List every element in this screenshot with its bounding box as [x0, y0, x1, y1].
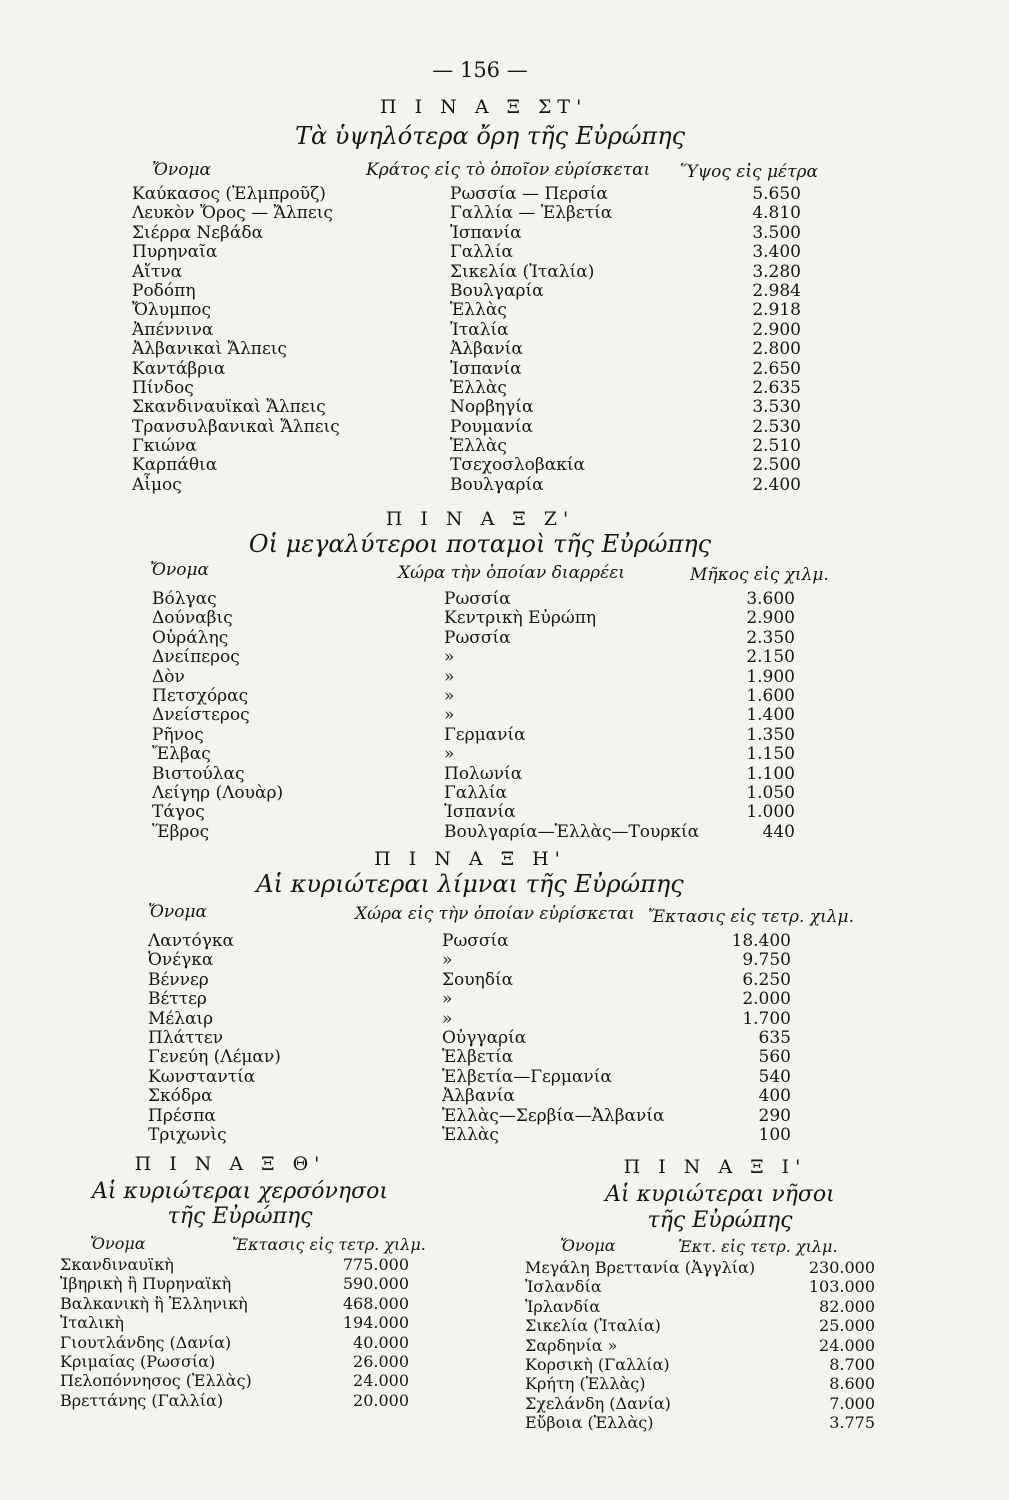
cell-country: Γαλλία — Ἐλβετία — [450, 203, 613, 224]
cell-lake: Λαντόγκα — [148, 931, 234, 951]
table-i-rows — [0, 1258, 1009, 1433]
cell-area: 400 — [758, 1086, 791, 1107]
cell-river: Δὸν — [152, 666, 185, 687]
cell-river: Οὐράλης — [152, 627, 229, 648]
cell-lake: Σκόδρα — [148, 1086, 213, 1107]
cell-country: Ἑλλὰς — [442, 1124, 499, 1145]
cell-mountain: Τρανσυλβανικαὶ Ἄλπεις — [132, 416, 340, 437]
cell-area: 24.000 — [819, 1335, 875, 1355]
table-row — [0, 745, 1009, 764]
cell-length: 1.050 — [746, 782, 795, 803]
table-row — [0, 1258, 1009, 1277]
table-st-title: Τὰ ὑψηλότερα ὄρη τῆς Εὐρώπης — [294, 122, 686, 150]
cell-area: 100 — [758, 1124, 791, 1145]
cell-area: 8.600 — [829, 1374, 875, 1394]
table-th-title-line1: Αἱ κυριώτεραι χερσόνησοι — [92, 1179, 388, 1204]
table-row — [0, 224, 1009, 243]
table-row — [0, 803, 1009, 822]
table-row — [0, 1355, 1009, 1374]
cell-country: » — [444, 647, 455, 668]
cell-mountain: Καντάβρια — [132, 358, 226, 379]
cell-country: Ρουμανία — [450, 416, 534, 437]
table-row — [0, 687, 1009, 706]
table-th-title-line2: τῆς Εὐρώπης — [167, 1204, 313, 1229]
cell-area: 2.000 — [742, 989, 791, 1010]
table-row — [0, 1297, 1009, 1316]
cell-mountain: Λευκὸν Ὄρος — Ἄλπεις — [132, 203, 333, 224]
cell-river: Βιστούλας — [152, 763, 245, 784]
cell-country: Γαλλία — [450, 242, 513, 263]
cell-island: Σαρδηνία » — [525, 1335, 618, 1355]
table-row — [0, 1126, 1009, 1145]
cell-country: » — [444, 705, 455, 726]
cell-area: 40.000 — [353, 1332, 409, 1352]
cell-island: Μεγάλη Βρεττανία (Ἀγγλία) — [525, 1258, 756, 1277]
cell-height: 3.530 — [752, 397, 801, 418]
cell-lake: Βέννερ — [148, 969, 209, 990]
cell-peninsula: Γιουτλάνδης (Δανία) — [60, 1332, 232, 1352]
cell-island: Σικελία (Ἰταλία) — [525, 1316, 661, 1336]
table-h-label: Π Ι Ν Α Ξ Η' — [374, 848, 566, 870]
table-row — [0, 823, 1009, 842]
cell-length: 2.900 — [746, 608, 795, 629]
cell-mountain: Σκανδιναυϊκαὶ Ἄλπεις — [132, 397, 326, 418]
cell-peninsula: Βρεττάνης (Γαλλία) — [60, 1390, 224, 1410]
cell-country: » — [444, 744, 455, 765]
table-z-label: Π Ι Ν Α Ξ Ζ' — [385, 508, 575, 530]
table-row — [0, 648, 1009, 667]
cell-country: Ἑλλὰς — [450, 436, 507, 457]
cell-height: 3.400 — [752, 242, 801, 263]
table-row — [0, 301, 1009, 320]
cell-area: 468.000 — [342, 1293, 409, 1313]
cell-country: Πολωνία — [444, 763, 523, 784]
table-row — [0, 609, 1009, 628]
cell-country: Τσεχοσλοβακία — [450, 455, 585, 476]
cell-mountain: Ἀλβανικαὶ Ἄλπεις — [132, 339, 287, 360]
table-row — [0, 765, 1009, 784]
cell-area: 8.700 — [829, 1354, 875, 1374]
cell-height: 2.984 — [752, 280, 801, 301]
cell-mountain: Αἴτνα — [132, 261, 183, 282]
cell-height: 2.650 — [752, 358, 801, 379]
cell-island: Εὔβοια (Ἑλλὰς) — [525, 1413, 654, 1433]
cell-lake: Κωνσταντία — [148, 1066, 256, 1087]
cell-river: Ἕβρος — [152, 821, 210, 842]
cell-area: 6.250 — [742, 969, 791, 990]
cell-height: 4.810 — [752, 203, 801, 224]
cell-river: Δνείστερος — [152, 705, 250, 726]
table-row — [0, 321, 1009, 340]
table-th-label: Π Ι Ν Α Ξ Θ' — [134, 1153, 326, 1175]
table-row — [0, 1048, 1009, 1067]
cell-peninsula: Ἰταλικὴ — [60, 1313, 124, 1333]
cell-area: 194.000 — [342, 1313, 409, 1333]
cell-island: Σχελάνδη (Δανία) — [525, 1393, 671, 1413]
table-st-header-name: Ὄνομα — [152, 160, 212, 180]
cell-mountain: Καύκασος (Ἐλμπροῦζ) — [132, 184, 326, 204]
table-row — [0, 282, 1009, 301]
table-row — [0, 1107, 1009, 1126]
table-z-header-length: Μῆκος εἰς χιλμ. — [690, 565, 829, 585]
table-h-rows — [0, 932, 1009, 1145]
table-i-title-line2: τῆς Εὐρώπης — [647, 1208, 793, 1233]
cell-height: 2.635 — [752, 377, 801, 398]
table-row — [0, 971, 1009, 990]
cell-mountain: Πίνδος — [132, 377, 194, 398]
cell-country: Ρωσσία — [444, 627, 511, 648]
cell-mountain: Σιέρρα Νεβάδα — [132, 222, 264, 243]
cell-mountain: Γκιώνα — [132, 436, 197, 457]
cell-country: Ἰσπανία — [444, 802, 516, 823]
cell-mountain: Αἶμος — [132, 474, 182, 495]
cell-height: 2.510 — [752, 436, 801, 457]
cell-lake: Γενεύη (Λέμαν) — [148, 1047, 281, 1068]
table-h-header-name: Ὄνομα — [148, 902, 208, 922]
cell-country: Βουλγαρία — [450, 474, 544, 495]
cell-length: 1.600 — [746, 685, 795, 706]
cell-country: Ρωσσία — [442, 931, 509, 951]
cell-area: 24.000 — [353, 1371, 409, 1391]
table-th-header-name: Ὄνομα — [90, 1234, 146, 1253]
cell-height: 2.500 — [752, 455, 801, 476]
cell-island: Ἰσλανδία — [525, 1277, 602, 1297]
cell-length: 1.000 — [746, 802, 795, 823]
cell-country: Βουλγαρία—Ἑλλὰς—Τουρκία — [444, 821, 700, 842]
cell-peninsula: Κριμαίας (Ρωσσία) — [60, 1351, 216, 1371]
cell-lake: Μέλαιρ — [148, 1008, 214, 1029]
cell-length: 1.400 — [746, 705, 795, 726]
table-row — [0, 1087, 1009, 1106]
cell-mountain: Ροδόπη — [132, 280, 196, 301]
table-z-header-country: Χώρα τὴν ὁποίαν διαρρέει — [398, 563, 625, 583]
cell-height: 2.900 — [752, 319, 801, 340]
cell-country: » — [444, 666, 455, 687]
cell-country: Ἀλβανία — [442, 1086, 515, 1107]
cell-length: 2.350 — [746, 627, 795, 648]
table-h-header-country: Χώρα εἰς τὴν ὁποίαν εὑρίσκεται — [355, 904, 635, 924]
cell-mountain: Καρπάθια — [132, 455, 218, 476]
cell-area: 25.000 — [819, 1316, 875, 1336]
table-row — [0, 932, 1009, 951]
table-z-rows — [0, 590, 1009, 842]
cell-height: 3.500 — [752, 222, 801, 243]
cell-country: Ἰταλία — [450, 319, 509, 340]
cell-island: Κορσικὴ (Γαλλία) — [525, 1354, 670, 1374]
table-row — [0, 340, 1009, 359]
table-i-header-name: Ὄνομα — [560, 1236, 616, 1255]
table-row — [0, 263, 1009, 282]
cell-length: 440 — [762, 821, 795, 842]
table-row — [0, 243, 1009, 262]
cell-height: 2.918 — [752, 300, 801, 321]
cell-peninsula: Σκανδιναυϊκὴ — [60, 1255, 174, 1274]
cell-area: 540 — [758, 1066, 791, 1087]
table-row — [0, 1029, 1009, 1048]
cell-area: 775.000 — [342, 1255, 409, 1274]
cell-lake: Βέττερ — [148, 989, 207, 1010]
cell-length: 1.100 — [746, 763, 795, 784]
cell-country: » — [442, 989, 453, 1010]
table-row — [0, 1374, 1009, 1393]
table-row — [0, 398, 1009, 417]
page-number: — 156 — — [432, 58, 528, 82]
table-row — [0, 360, 1009, 379]
table-st-header-country: Κράτος εἰς τὸ ὁποῖον εὑρίσκεται — [366, 160, 651, 180]
cell-country: Οὐγγαρία — [442, 1027, 527, 1048]
cell-country: » — [442, 1008, 453, 1029]
table-st-header-height: Ὕψος εἰς μέτρα — [680, 162, 819, 182]
table-row — [0, 204, 1009, 223]
table-row — [0, 784, 1009, 803]
table-row — [0, 1413, 1009, 1432]
cell-island: Κρήτη (Ἑλλὰς) — [525, 1374, 646, 1394]
table-th-header-area: Ἔκτασις εἰς τετρ. χιλμ. — [232, 1235, 426, 1254]
cell-area: 82.000 — [819, 1296, 875, 1316]
table-row — [0, 706, 1009, 725]
cell-country: » — [444, 685, 455, 706]
cell-country: Ρωσσία — [444, 589, 511, 609]
table-st-rows — [0, 185, 1009, 495]
cell-area: 7.000 — [829, 1393, 875, 1413]
cell-river: Δνείπερος — [152, 647, 240, 668]
table-i-title-line1: Αἱ κυριώτεραι νῆσοι — [605, 1182, 835, 1207]
cell-river: Τάγος — [152, 802, 205, 823]
cell-country: Σουηδία — [442, 969, 514, 990]
cell-height: 2.530 — [752, 416, 801, 437]
cell-lake: Ὀνέγκα — [148, 950, 214, 971]
cell-lake: Πλάττεν — [148, 1027, 224, 1048]
cell-country: Νορβηγία — [450, 397, 534, 418]
cell-length: 1.900 — [746, 666, 795, 687]
table-row — [0, 1277, 1009, 1296]
cell-mountain: Πυρηναῖα — [132, 242, 218, 263]
table-row — [0, 437, 1009, 456]
cell-country: Γαλλία — [444, 782, 507, 803]
cell-country: Ἑλλὰς — [450, 300, 507, 321]
cell-country: Ἑλλὰς—Σερβία—Ἀλβανία — [442, 1105, 665, 1126]
cell-height: 5.650 — [752, 184, 801, 204]
table-row — [0, 629, 1009, 648]
cell-lake: Πρέσπα — [148, 1105, 216, 1126]
cell-river: Βόλγας — [152, 589, 217, 609]
cell-area: 3.775 — [829, 1413, 875, 1433]
cell-mountain: Ὄλυμπος — [132, 300, 212, 321]
cell-length: 3.600 — [746, 589, 795, 609]
cell-country: Ρωσσία — Περσία — [450, 184, 608, 204]
cell-lake: Τριχωνὶς — [148, 1124, 227, 1145]
cell-area: 20.000 — [353, 1390, 409, 1410]
cell-peninsula: Πελοπόννησος (Ἑλλὰς) — [60, 1371, 252, 1391]
cell-country: » — [442, 950, 453, 971]
table-row — [0, 1394, 1009, 1413]
table-row — [0, 185, 1009, 204]
table-h-header-area: Ἔκτασις εἰς τετρ. χιλμ. — [648, 907, 855, 927]
table-row — [0, 990, 1009, 1009]
cell-length: 1.150 — [746, 744, 795, 765]
cell-island: Ἰρλανδία — [525, 1296, 601, 1316]
table-i-label: Π Ι Ν Α Ξ Ι' — [623, 1156, 807, 1178]
table-row — [0, 1010, 1009, 1029]
cell-river: Ρῆνος — [152, 724, 204, 745]
cell-area: 1.700 — [742, 1008, 791, 1029]
cell-peninsula: Ἰβηρικὴ ἢ Πυρηναϊκὴ — [60, 1274, 232, 1294]
cell-country: Ἑλβετία — [442, 1047, 514, 1068]
cell-area: 290 — [758, 1105, 791, 1126]
cell-height: 2.400 — [752, 474, 801, 495]
cell-mountain: Ἀπέννινα — [132, 319, 214, 340]
cell-area: 18.400 — [731, 931, 791, 951]
table-st-label: Π Ι Ν Α Ξ ΣΤ' — [380, 96, 588, 118]
cell-length: 1.350 — [746, 724, 795, 745]
cell-country: Ἰσπανία — [450, 358, 522, 379]
table-row — [0, 668, 1009, 687]
table-row — [0, 1316, 1009, 1335]
cell-country: Ἑλλὰς — [450, 377, 507, 398]
cell-country: Ἀλβανία — [450, 339, 523, 360]
table-z-title: Οἱ μεγαλύτεροι ποταμοὶ τῆς Εὐρώπης — [248, 530, 712, 558]
table-row — [0, 726, 1009, 745]
cell-area: 635 — [758, 1027, 791, 1048]
table-row — [0, 1068, 1009, 1087]
table-row — [0, 590, 1009, 609]
cell-country: Ἰσπανία — [450, 222, 522, 243]
table-row — [0, 379, 1009, 398]
table-h-title: Αἱ κυριώτεραι λίμναι τῆς Εὐρώπης — [256, 870, 684, 898]
cell-peninsula: Βαλκανικὴ ἢ Ἑλληνικὴ — [60, 1293, 248, 1313]
cell-height: 3.280 — [752, 261, 801, 282]
cell-height: 2.800 — [752, 339, 801, 360]
cell-length: 2.150 — [746, 647, 795, 668]
cell-river: Ἔλβας — [152, 744, 211, 765]
cell-area: 103.000 — [808, 1277, 875, 1297]
table-row — [0, 418, 1009, 437]
cell-country: Ἑλβετία—Γερμανία — [442, 1066, 612, 1087]
table-row — [0, 951, 1009, 970]
table-i-header-area: Ἐκτ. εἰς τετρ. χιλμ. — [678, 1237, 838, 1256]
cell-country: Γερμανία — [444, 724, 526, 745]
table-row — [0, 456, 1009, 475]
cell-area: 26.000 — [353, 1351, 409, 1371]
cell-country: Σικελία (Ἰταλία) — [450, 261, 595, 282]
cell-river: Δούναβις — [152, 608, 233, 629]
cell-area: 590.000 — [342, 1274, 409, 1294]
cell-area: 560 — [758, 1047, 791, 1068]
cell-river: Λείγηρ (Λουὰρ) — [152, 782, 284, 803]
cell-area: 9.750 — [742, 950, 791, 971]
table-row — [0, 1336, 1009, 1355]
cell-country: Βουλγαρία — [450, 280, 544, 301]
cell-country: Κεντρικὴ Εὐρώπη — [444, 608, 597, 629]
cell-river: Πετσχόρας — [152, 685, 249, 706]
cell-area: 230.000 — [808, 1258, 875, 1277]
table-row — [0, 476, 1009, 495]
table-z-header-name: Ὄνομα — [150, 560, 210, 580]
